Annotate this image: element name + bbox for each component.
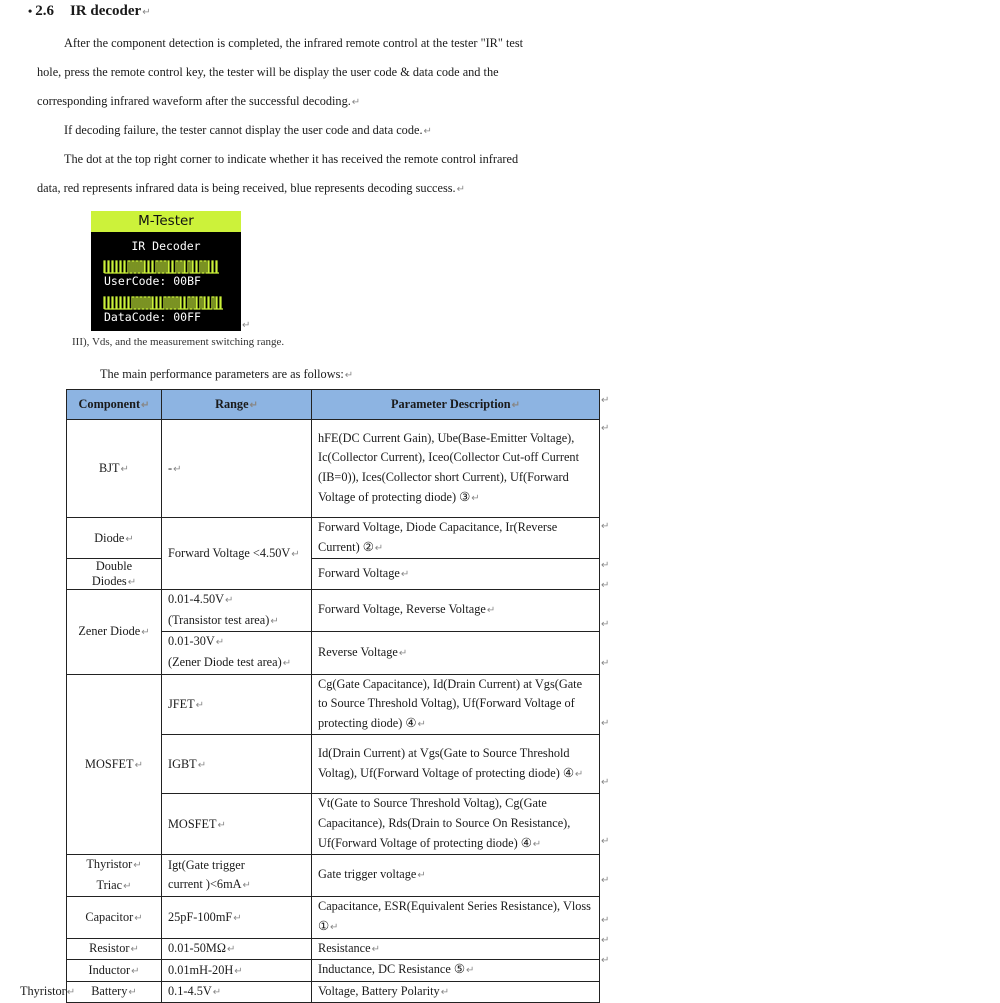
row-end-mark: ↵ bbox=[601, 955, 610, 966]
line-text: The dot at the top right corner to indicate whether it has received the remote control infrared bbox=[64, 152, 519, 166]
line-text: hole, press the remote control key, the tester will be display the user code & data code and the bbox=[37, 65, 499, 79]
table-row bbox=[67, 590, 600, 632]
row-end-mark: ↵ bbox=[601, 619, 610, 630]
range-cell: -↵ bbox=[162, 420, 312, 518]
description-cell: Resistance↵ bbox=[312, 938, 600, 960]
table-row bbox=[67, 938, 600, 960]
table-row bbox=[67, 855, 600, 897]
range-cell: 0.01-30V↵ (Zener Diode test area)↵ bbox=[162, 632, 312, 674]
row-end-mark: ↵ bbox=[601, 935, 610, 946]
table-header-row bbox=[67, 390, 600, 420]
component-cell: Zener Diode↵ bbox=[67, 590, 162, 674]
clipped-text-line bbox=[72, 336, 285, 349]
range-cell: Forward Voltage <4.50V↵ bbox=[162, 518, 312, 590]
component-cell: Double Diodes↵ bbox=[67, 559, 162, 590]
row-end-mark: ↵ bbox=[601, 777, 610, 788]
row-end-mark: ↵ bbox=[601, 395, 610, 406]
header-description: Parameter Description↵ bbox=[312, 390, 600, 420]
paragraph-dot-indicator bbox=[37, 145, 597, 204]
screen-title: IR Decoder bbox=[131, 239, 201, 253]
component-cell: Thyristor↵ Triac↵ bbox=[67, 855, 162, 897]
table-intro bbox=[100, 367, 353, 382]
row-end-mark: ↵ bbox=[601, 658, 610, 669]
clipped-text: III), Vds, and the measurement switching range. bbox=[72, 336, 285, 348]
paragraph-line bbox=[37, 116, 597, 146]
heading-bullet: • bbox=[28, 4, 33, 18]
ir-waveform-2 bbox=[104, 295, 228, 311]
row-end-mark: ↵ bbox=[601, 560, 610, 571]
range-cell: IGBT↵ bbox=[162, 735, 312, 794]
paragraph-line bbox=[37, 145, 597, 174]
component-cell: BJT↵ bbox=[67, 420, 162, 518]
table-row bbox=[67, 897, 600, 938]
description-cell: Id(Drain Current) at Vgs(Gate to Source Threshold Voltag), Uf(Forward Voltage of protecting diode) ④↵ bbox=[312, 735, 600, 794]
range-cell: MOSFET↵ bbox=[162, 794, 312, 855]
section-title: IR decoder bbox=[69, 3, 142, 19]
description-cell: Voltage, Battery Polarity↵ bbox=[312, 981, 600, 1003]
paragraph-line bbox=[64, 29, 559, 58]
row-end-mark: ↵ bbox=[601, 915, 610, 926]
row-end-mark: ↵ bbox=[601, 836, 610, 847]
footer-text bbox=[20, 984, 75, 999]
performance-parameters-table bbox=[66, 389, 600, 1003]
paragraph-decoding-failure bbox=[37, 116, 597, 146]
table-row bbox=[67, 518, 600, 559]
footer-label: Thyristor bbox=[20, 984, 66, 998]
paragraph-mark: ↵ bbox=[456, 184, 465, 195]
row-end-mark: ↵ bbox=[601, 718, 610, 729]
row-end-mark: ↵ bbox=[601, 580, 610, 591]
paragraph-mark: ↵ bbox=[142, 7, 151, 18]
range-cell: JFET↵ bbox=[162, 674, 312, 735]
line-text: data, red represents infrared data is being received, blue represents decoding success. bbox=[37, 181, 456, 195]
data-code-readout: DataCode: 00FF bbox=[104, 310, 201, 324]
component-cell: Resistor↵ bbox=[67, 938, 162, 960]
section-heading bbox=[28, 3, 151, 20]
range-cell: 0.1-4.5V↵ bbox=[162, 981, 312, 1003]
range-cell: Igt(Gate trigger current )<6mA↵ bbox=[162, 855, 312, 897]
paragraph-mark: ↵ bbox=[423, 126, 432, 137]
tester-title-bar: M-Tester bbox=[91, 211, 241, 232]
paragraph-mark: ↵ bbox=[351, 97, 361, 108]
paragraph-mark: ↵ bbox=[344, 370, 354, 381]
intro-text: The main performance parameters are as follows: bbox=[100, 367, 344, 381]
line-text: corresponding infrared waveform after the successful decoding. bbox=[37, 94, 351, 108]
description-cell: Inductance, DC Resistance ⑤↵ bbox=[312, 960, 600, 982]
component-cell: Capacitor↵ bbox=[67, 897, 162, 938]
user-code-readout: UserCode: 00BF bbox=[104, 274, 201, 288]
range-cell: 0.01-4.50V↵ (Transistor test area)↵ bbox=[162, 590, 312, 632]
description-cell: Reverse Voltage↵ bbox=[312, 632, 600, 674]
paragraph-mark: ↵ bbox=[66, 987, 76, 998]
description-cell: Gate trigger voltage↵ bbox=[312, 855, 600, 897]
paragraph-line bbox=[37, 87, 597, 117]
description-cell: Forward Voltage, Diode Capacitance, Ir(Reverse Current) ②↵ bbox=[312, 518, 600, 559]
paragraph-line bbox=[37, 58, 597, 87]
range-cell: 0.01mH-20H↵ bbox=[162, 960, 312, 982]
row-end-mark: ↵ bbox=[601, 875, 610, 886]
description-cell: Vt(Gate to Source Threshold Voltag), Cg(Gate Capacitance), Rds(Drain to Source On Resistance), Uf(Forward Voltage of protecting diode) ④↵ bbox=[312, 794, 600, 855]
paragraph-line bbox=[37, 174, 597, 204]
table-row bbox=[67, 420, 600, 518]
description-cell: hFE(DC Current Gain), Ube(Base-Emitter Voltage), Ic(Collector Current), Iceo(Collector Cut-off Current (IB=0)), Ices(Collector short Current), Uf(Forward Voltage of protecting diode) ③↵ bbox=[312, 420, 600, 518]
description-cell: Cg(Gate Capacitance), Id(Drain Current) at Vgs(Gate to Source Threshold Voltag), Uf(Forward Voltage of protecting diode) ④↵ bbox=[312, 674, 600, 735]
table-row bbox=[67, 981, 600, 1003]
header-component: Component↵ bbox=[67, 390, 162, 420]
tester-screen-image bbox=[91, 211, 241, 331]
ir-waveform-1 bbox=[104, 259, 228, 275]
line-text: After the component detection is completed, the infrared remote control at the tester "IR" test bbox=[64, 36, 524, 50]
range-cell: 0.01-50MΩ↵ bbox=[162, 938, 312, 960]
row-end-marks bbox=[601, 389, 613, 969]
description-cell: Capacitance, ESR(Equivalent Series Resistance), Vloss ①↵ bbox=[312, 897, 600, 938]
component-cell: Inductor↵ bbox=[67, 960, 162, 982]
component-cell: Battery↵ bbox=[67, 981, 162, 1003]
description-cell: Forward Voltage↵ bbox=[312, 559, 600, 590]
paragraph-ir-intro bbox=[37, 29, 597, 117]
section-number: 2.6 bbox=[35, 3, 54, 19]
range-cell: 25pF-100mF↵ bbox=[162, 897, 312, 938]
table-row bbox=[67, 960, 600, 982]
table-row bbox=[67, 674, 600, 735]
component-cell: Diode↵ bbox=[67, 518, 162, 559]
description-cell: Forward Voltage, Reverse Voltage↵ bbox=[312, 590, 600, 632]
paragraph-mark: ↵ bbox=[242, 320, 251, 331]
header-range: Range↵ bbox=[162, 390, 312, 420]
row-end-mark: ↵ bbox=[601, 521, 610, 532]
row-end-mark: ↵ bbox=[601, 423, 610, 434]
table-row bbox=[67, 559, 600, 590]
component-cell: MOSFET↵ bbox=[67, 674, 162, 855]
line-text: If decoding failure, the tester cannot display the user code and data code. bbox=[64, 123, 423, 137]
